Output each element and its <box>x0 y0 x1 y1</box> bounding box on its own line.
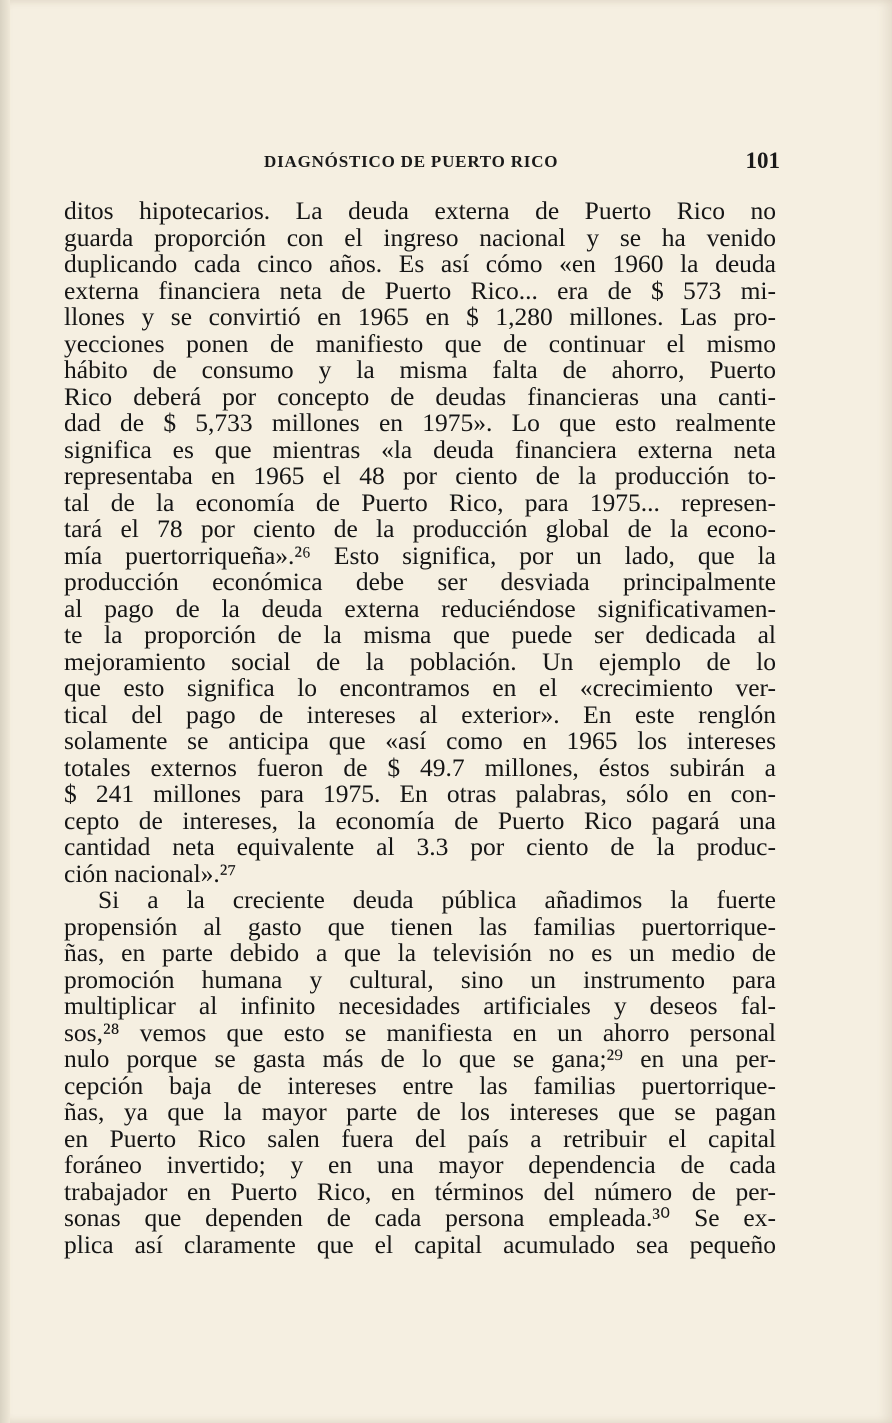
text-line: en Puerto Rico salen fuera del país a retribuir el capital <box>64 1123 776 1153</box>
text-line: promoción humana y cultural, sino un instrumento para <box>64 964 776 994</box>
text-line: mía puertorriqueña».²⁶ Esto significa, por un lado, que la <box>64 540 776 570</box>
page-number: 101 <box>745 148 780 173</box>
page-edge <box>0 0 10 1423</box>
text-line: foráneo invertido; y en una mayor dependencia de cada <box>64 1150 776 1179</box>
page-header <box>264 148 780 178</box>
text-line: cantidad neta equivalente al 3.3 por ciento de la produc- <box>64 832 776 861</box>
text-line: cepción baja de intereses entre las familias puertorrique- <box>64 1070 776 1100</box>
text-line: tical del pago de intereses al exterior». En este renglón <box>64 699 776 729</box>
text-line: trabajador en Puerto Rico, en términos del número de per- <box>64 1176 776 1206</box>
text-line: externa financiera neta de Puerto Rico... era de $ 573 mi- <box>64 275 776 305</box>
text-line: ñas, ya que la mayor parte de los intereses que se pagan <box>64 1097 776 1126</box>
text-line: hábito de consumo y la misma falta de ahorro, Puerto <box>64 355 776 384</box>
text-line: llones y se convirtió en 1965 en $ 1,280 millones. Las pro- <box>64 302 776 331</box>
text-line: multiplicar al infinito necesidades artificiales y deseos fal- <box>64 991 776 1020</box>
text-line: producción económica debe ser desviada principalmente <box>64 567 776 596</box>
text-line: $ 241 millones para 1975. En otras palabras, sólo en con- <box>64 779 776 808</box>
text-line: ción nacional».²⁷ <box>64 858 237 888</box>
text-line: al pago de la deuda externa reduciéndose significativamen- <box>64 593 776 623</box>
text-line: ñas, en parte debido a que la televisión no es un medio de <box>64 938 776 967</box>
running-head: DIAGNÓSTICO DE PUERTO RICO <box>264 152 559 171</box>
text-line: propensión al gasto que tienen las familias puertorrique- <box>64 911 776 941</box>
text-line: sonas que dependen de cada persona empleada.³⁰ Se ex- <box>64 1203 776 1232</box>
text-line: tal de la economía de Puerto Rico, para 1975... represen- <box>64 487 776 517</box>
text-line: duplicando cada cinco años. Es así cómo «en 1960 la deuda <box>64 249 776 278</box>
text-line: te la proporción de la misma que puede ser dedicada al <box>64 620 776 649</box>
text-line: solamente se anticipa que «así como en 1965 los intereses <box>64 726 776 755</box>
body-text <box>64 198 776 1258</box>
text-line: yecciones ponen de manifiesto que de continuar el mismo <box>64 328 776 358</box>
text-line: significa es que mientras «la deuda financiera externa neta <box>64 434 776 464</box>
text-line: que esto significa lo encontramos en el «crecimiento ver- <box>64 673 776 702</box>
text-line: nulo porque se gasta más de lo que se gana;²⁹ en una per- <box>64 1044 776 1073</box>
text-line: representaba en 1965 el 48 por ciento de la producción to- <box>64 461 776 490</box>
text-line: plica así claramente que el capital acumulado sea pequeño <box>64 1229 776 1259</box>
text-line: ditos hipotecarios. La deuda externa de Puerto Rico no <box>64 196 776 225</box>
text-line: dad de $ 5,733 millones en 1975». Lo que esto realmente <box>64 408 776 437</box>
text-line: Si a la creciente deuda pública añadimos la fuerte <box>98 885 776 914</box>
text-line: Rico deberá por concepto de deudas financieras una canti- <box>64 381 776 411</box>
text-line: cepto de intereses, la economía de Puerto Rico pagará una <box>64 805 776 835</box>
text-line: tará el 78 por ciento de la producción global de la econo- <box>64 514 776 543</box>
text-line: mejoramiento social de la población. Un ejemplo de lo <box>64 646 776 676</box>
text-line: sos,²⁸ vemos que esto se manifiesta en un ahorro personal <box>64 1017 776 1047</box>
text-line: totales externos fueron de $ 49.7 millones, éstos subirán a <box>64 752 776 782</box>
text-line: guarda proporción con el ingreso nacional y se ha venido <box>64 222 776 252</box>
